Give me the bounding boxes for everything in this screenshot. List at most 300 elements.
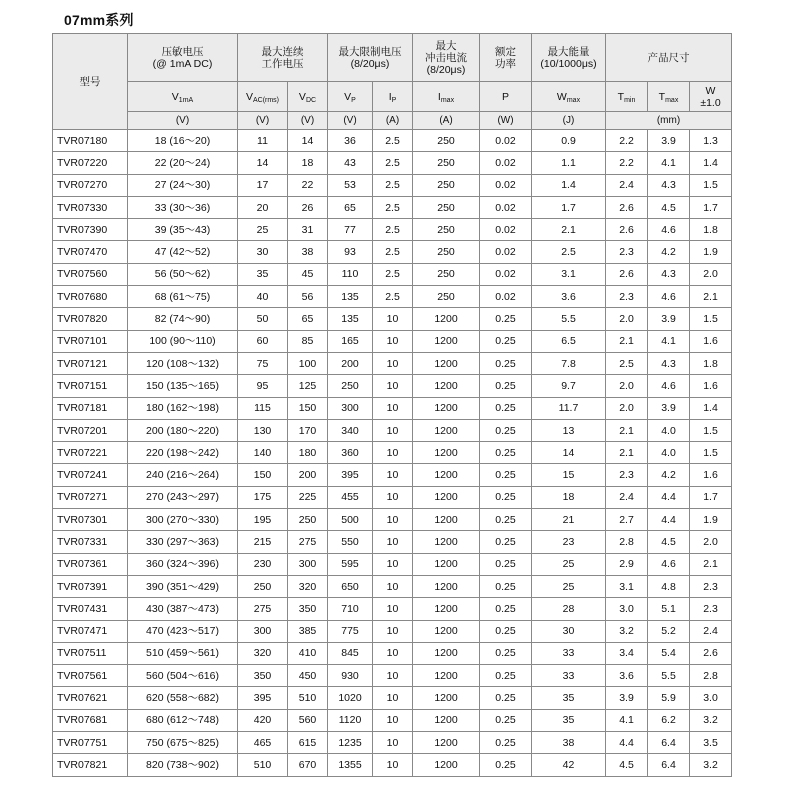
cell-varistor-voltage: 56 (50～62) (128, 263, 238, 285)
cell-ip: 10 (373, 553, 413, 575)
cell-model: TVR07101 (53, 330, 128, 352)
cell-vac: 150 (238, 464, 288, 486)
cell-vp: 250 (328, 375, 373, 397)
cell-vdc: 410 (288, 642, 328, 664)
cell-tmax: 4.5 (648, 196, 690, 218)
cell-varistor-voltage: 680 (612～748) (128, 709, 238, 731)
cell-energy: 1.1 (532, 152, 606, 174)
cell-power: 0.25 (480, 642, 532, 664)
cell-model: TVR07560 (53, 263, 128, 285)
cell-tmin: 2.6 (606, 263, 648, 285)
cell-varistor-voltage: 180 (162～198) (128, 397, 238, 419)
header-max-continuous-voltage: 最大连续 工作电压 (238, 34, 328, 82)
cell-model: TVR07330 (53, 196, 128, 218)
cell-width: 3.5 (690, 732, 732, 754)
cell-vp: 300 (328, 397, 373, 419)
table-row (53, 553, 732, 575)
cell-tmax: 4.5 (648, 531, 690, 553)
cell-power: 0.25 (480, 732, 532, 754)
cell-width: 3.0 (690, 687, 732, 709)
cell-vdc: 100 (288, 352, 328, 374)
cell-tmin: 3.4 (606, 642, 648, 664)
cell-tmax: 3.9 (648, 308, 690, 330)
table-row (53, 531, 732, 553)
cell-vdc: 250 (288, 509, 328, 531)
cell-energy: 11.7 (532, 397, 606, 419)
table-row (53, 754, 732, 776)
cell-width: 1.5 (690, 174, 732, 196)
cell-energy: 1.7 (532, 196, 606, 218)
cell-vac: 320 (238, 642, 288, 664)
cell-tmax: 5.2 (648, 620, 690, 642)
unit-vp: (V) (328, 112, 373, 130)
cell-tmin: 2.1 (606, 419, 648, 441)
cell-ip: 10 (373, 464, 413, 486)
cell-vac: 420 (238, 709, 288, 731)
cell-ip: 10 (373, 419, 413, 441)
cell-vac: 40 (238, 286, 288, 308)
cell-imax: 250 (413, 241, 480, 263)
cell-tmin: 4.1 (606, 709, 648, 731)
table-row (53, 665, 732, 687)
table-row (53, 219, 732, 241)
cell-tmin: 2.1 (606, 442, 648, 464)
header-row-groups (53, 34, 732, 82)
cell-tmax: 4.2 (648, 464, 690, 486)
cell-power: 0.02 (480, 152, 532, 174)
table-row (53, 152, 732, 174)
cell-vp: 65 (328, 196, 373, 218)
cell-vdc: 125 (288, 375, 328, 397)
cell-vac: 30 (238, 241, 288, 263)
cell-width: 1.6 (690, 375, 732, 397)
cell-vdc: 275 (288, 531, 328, 553)
cell-vp: 395 (328, 464, 373, 486)
cell-imax: 250 (413, 130, 480, 152)
cell-ip: 10 (373, 352, 413, 374)
table-row (53, 687, 732, 709)
cell-tmax: 3.9 (648, 397, 690, 419)
cell-width: 1.4 (690, 152, 732, 174)
cell-energy: 42 (532, 754, 606, 776)
cell-tmax: 3.9 (648, 130, 690, 152)
cell-power: 0.25 (480, 665, 532, 687)
cell-model: TVR07561 (53, 665, 128, 687)
cell-power: 0.25 (480, 575, 532, 597)
cell-tmax: 4.6 (648, 219, 690, 241)
cell-vp: 135 (328, 308, 373, 330)
cell-vdc: 14 (288, 130, 328, 152)
table-row (53, 732, 732, 754)
cell-tmax: 4.8 (648, 575, 690, 597)
cell-vac: 20 (238, 196, 288, 218)
cell-tmax: 4.2 (648, 241, 690, 263)
cell-ip: 2.5 (373, 219, 413, 241)
cell-ip: 10 (373, 442, 413, 464)
cell-power: 0.02 (480, 286, 532, 308)
cell-vdc: 200 (288, 464, 328, 486)
cell-varistor-voltage: 360 (324～396) (128, 553, 238, 575)
cell-tmin: 2.0 (606, 308, 648, 330)
cell-vac: 465 (238, 732, 288, 754)
table-row (53, 442, 732, 464)
cell-imax: 250 (413, 196, 480, 218)
cell-energy: 18 (532, 486, 606, 508)
cell-imax: 1200 (413, 709, 480, 731)
table-row (53, 174, 732, 196)
cell-width: 1.7 (690, 486, 732, 508)
cell-tmax: 5.4 (648, 642, 690, 664)
cell-model: TVR07680 (53, 286, 128, 308)
cell-energy: 33 (532, 665, 606, 687)
cell-power: 0.25 (480, 464, 532, 486)
cell-imax: 250 (413, 174, 480, 196)
table-row (53, 642, 732, 664)
cell-vdc: 300 (288, 553, 328, 575)
cell-vac: 95 (238, 375, 288, 397)
header-rated-power: 额定 功率 (480, 34, 532, 82)
cell-energy: 5.5 (532, 308, 606, 330)
cell-width: 2.4 (690, 620, 732, 642)
header-model: 型号 (53, 34, 128, 130)
cell-model: TVR07271 (53, 486, 128, 508)
symbol-ip: $I_P$ (373, 82, 413, 112)
cell-tmin: 2.1 (606, 330, 648, 352)
cell-tmin: 2.6 (606, 219, 648, 241)
cell-tmax: 4.0 (648, 419, 690, 441)
cell-varistor-voltage: 82 (74～90) (128, 308, 238, 330)
cell-model: TVR07470 (53, 241, 128, 263)
cell-vac: 11 (238, 130, 288, 152)
cell-power: 0.02 (480, 219, 532, 241)
cell-imax: 1200 (413, 397, 480, 419)
cell-vdc: 510 (288, 687, 328, 709)
cell-vdc: 170 (288, 419, 328, 441)
cell-tmax: 4.6 (648, 286, 690, 308)
cell-tmax: 4.4 (648, 509, 690, 531)
cell-vp: 1020 (328, 687, 373, 709)
symbol-p: P (480, 82, 532, 112)
cell-tmin: 2.3 (606, 464, 648, 486)
cell-vp: 775 (328, 620, 373, 642)
cell-varistor-voltage: 510 (459～561) (128, 642, 238, 664)
cell-energy: 14 (532, 442, 606, 464)
cell-tmin: 2.3 (606, 286, 648, 308)
cell-power: 0.25 (480, 509, 532, 531)
cell-ip: 10 (373, 709, 413, 731)
cell-vp: 1355 (328, 754, 373, 776)
cell-imax: 250 (413, 286, 480, 308)
cell-energy: 6.5 (532, 330, 606, 352)
cell-vac: 14 (238, 152, 288, 174)
cell-varistor-voltage: 750 (675～825) (128, 732, 238, 754)
cell-width: 2.3 (690, 575, 732, 597)
cell-vp: 53 (328, 174, 373, 196)
cell-width: 1.3 (690, 130, 732, 152)
cell-vac: 50 (238, 308, 288, 330)
cell-vp: 1120 (328, 709, 373, 731)
cell-ip: 10 (373, 687, 413, 709)
cell-tmin: 2.2 (606, 130, 648, 152)
cell-power: 0.25 (480, 553, 532, 575)
cell-vp: 1235 (328, 732, 373, 754)
cell-vp: 135 (328, 286, 373, 308)
cell-energy: 9.7 (532, 375, 606, 397)
cell-imax: 1200 (413, 531, 480, 553)
cell-vdc: 22 (288, 174, 328, 196)
cell-imax: 1200 (413, 665, 480, 687)
cell-energy: 0.9 (532, 130, 606, 152)
cell-model: TVR07361 (53, 553, 128, 575)
cell-power: 0.25 (480, 754, 532, 776)
cell-width: 2.8 (690, 665, 732, 687)
cell-energy: 25 (532, 553, 606, 575)
cell-vac: 250 (238, 575, 288, 597)
cell-vdc: 65 (288, 308, 328, 330)
cell-power: 0.02 (480, 130, 532, 152)
cell-energy: 1.4 (532, 174, 606, 196)
cell-imax: 1200 (413, 330, 480, 352)
cell-vp: 340 (328, 419, 373, 441)
header-max-surge-current: 最大 冲击电流 (8/20μs) (413, 34, 480, 82)
cell-varistor-voltage: 430 (387～473) (128, 598, 238, 620)
cell-imax: 1200 (413, 575, 480, 597)
cell-power: 0.25 (480, 709, 532, 731)
cell-vdc: 225 (288, 486, 328, 508)
cell-width: 2.6 (690, 642, 732, 664)
cell-tmin: 2.2 (606, 152, 648, 174)
cell-vp: 595 (328, 553, 373, 575)
cell-power: 0.25 (480, 419, 532, 441)
symbol-vdc: $V_{DC}$ (288, 82, 328, 112)
cell-width: 1.8 (690, 352, 732, 374)
cell-tmax: 5.1 (648, 598, 690, 620)
cell-varistor-voltage: 68 (61～75) (128, 286, 238, 308)
cell-ip: 2.5 (373, 286, 413, 308)
cell-model: TVR07121 (53, 352, 128, 374)
cell-vac: 75 (238, 352, 288, 374)
cell-imax: 1200 (413, 308, 480, 330)
cell-width: 2.0 (690, 531, 732, 553)
table-row (53, 464, 732, 486)
symbol-tmax: $T_{max}$ (648, 82, 690, 112)
cell-ip: 2.5 (373, 241, 413, 263)
cell-vac: 350 (238, 665, 288, 687)
cell-vac: 195 (238, 509, 288, 531)
cell-width: 2.1 (690, 553, 732, 575)
cell-tmin: 3.2 (606, 620, 648, 642)
cell-tmax: 4.3 (648, 174, 690, 196)
cell-model: TVR07151 (53, 375, 128, 397)
symbol-tmin: $T_{min}$ (606, 82, 648, 112)
cell-varistor-voltage: 22 (20～24) (128, 152, 238, 174)
cell-width: 2.1 (690, 286, 732, 308)
cell-tmin: 2.9 (606, 553, 648, 575)
cell-vac: 115 (238, 397, 288, 419)
cell-imax: 1200 (413, 553, 480, 575)
cell-varistor-voltage: 220 (198～242) (128, 442, 238, 464)
cell-varistor-voltage: 200 (180～220) (128, 419, 238, 441)
cell-tmin: 2.7 (606, 509, 648, 531)
cell-vdc: 450 (288, 665, 328, 687)
cell-width: 1.7 (690, 196, 732, 218)
cell-tmin: 3.9 (606, 687, 648, 709)
cell-vp: 455 (328, 486, 373, 508)
cell-varistor-voltage: 33 (30～36) (128, 196, 238, 218)
cell-model: TVR07820 (53, 308, 128, 330)
cell-width: 1.6 (690, 464, 732, 486)
cell-tmax: 4.0 (648, 442, 690, 464)
cell-varistor-voltage: 150 (135～165) (128, 375, 238, 397)
cell-energy: 28 (532, 598, 606, 620)
unit-vac: (V) (238, 112, 288, 130)
cell-vac: 230 (238, 553, 288, 575)
cell-varistor-voltage: 470 (423～517) (128, 620, 238, 642)
cell-energy: 13 (532, 419, 606, 441)
cell-tmax: 4.3 (648, 263, 690, 285)
cell-imax: 1200 (413, 442, 480, 464)
cell-imax: 1200 (413, 419, 480, 441)
cell-vp: 710 (328, 598, 373, 620)
cell-vp: 77 (328, 219, 373, 241)
cell-varistor-voltage: 120 (108～132) (128, 352, 238, 374)
cell-imax: 250 (413, 219, 480, 241)
cell-ip: 10 (373, 375, 413, 397)
cell-vp: 550 (328, 531, 373, 553)
cell-tmax: 4.4 (648, 486, 690, 508)
symbol-vac: $V_{AC(rms)}$ (238, 82, 288, 112)
cell-vdc: 31 (288, 219, 328, 241)
cell-ip: 10 (373, 531, 413, 553)
cell-model: TVR07391 (53, 575, 128, 597)
header-max-clamping-voltage: 最大限制电压 (8/20μs) (328, 34, 413, 82)
cell-imax: 250 (413, 263, 480, 285)
cell-vdc: 350 (288, 598, 328, 620)
table-row (53, 196, 732, 218)
cell-vdc: 560 (288, 709, 328, 731)
cell-power: 0.25 (480, 375, 532, 397)
cell-varistor-voltage: 18 (16～20) (128, 130, 238, 152)
cell-vac: 140 (238, 442, 288, 464)
cell-imax: 1200 (413, 598, 480, 620)
cell-width: 2.3 (690, 598, 732, 620)
cell-vp: 200 (328, 352, 373, 374)
cell-vac: 130 (238, 419, 288, 441)
cell-ip: 10 (373, 308, 413, 330)
header-row-units (53, 112, 732, 130)
cell-model: TVR07390 (53, 219, 128, 241)
cell-model: TVR07751 (53, 732, 128, 754)
header-max-energy: 最大能量 (10/1000μs) (532, 34, 606, 82)
cell-model: TVR07681 (53, 709, 128, 731)
cell-vac: 300 (238, 620, 288, 642)
cell-energy: 25 (532, 575, 606, 597)
cell-tmin: 2.4 (606, 486, 648, 508)
cell-vp: 930 (328, 665, 373, 687)
cell-vdc: 18 (288, 152, 328, 174)
cell-tmax: 4.1 (648, 152, 690, 174)
cell-vdc: 85 (288, 330, 328, 352)
cell-power: 0.25 (480, 531, 532, 553)
cell-vp: 43 (328, 152, 373, 174)
cell-energy: 35 (532, 709, 606, 731)
cell-varistor-voltage: 300 (270～330) (128, 509, 238, 531)
cell-vdc: 38 (288, 241, 328, 263)
table-row (53, 419, 732, 441)
cell-width: 1.8 (690, 219, 732, 241)
cell-ip: 10 (373, 486, 413, 508)
cell-vdc: 56 (288, 286, 328, 308)
cell-vac: 17 (238, 174, 288, 196)
unit-v1ma: (V) (128, 112, 238, 130)
cell-tmin: 4.4 (606, 732, 648, 754)
symbol-wmax: $W_{max}$ (532, 82, 606, 112)
cell-tmin: 2.0 (606, 397, 648, 419)
cell-imax: 1200 (413, 620, 480, 642)
cell-energy: 30 (532, 620, 606, 642)
cell-vdc: 26 (288, 196, 328, 218)
cell-varistor-voltage: 39 (35～43) (128, 219, 238, 241)
cell-imax: 1200 (413, 687, 480, 709)
symbol-v1ma: $V_{1mA}$ (128, 82, 238, 112)
cell-model: TVR07220 (53, 152, 128, 174)
cell-vp: 93 (328, 241, 373, 263)
table-row (53, 308, 732, 330)
cell-width: 1.5 (690, 308, 732, 330)
cell-vdc: 180 (288, 442, 328, 464)
cell-imax: 1200 (413, 732, 480, 754)
cell-width: 1.9 (690, 241, 732, 263)
cell-model: TVR07241 (53, 464, 128, 486)
cell-model: TVR07511 (53, 642, 128, 664)
cell-varistor-voltage: 820 (738～902) (128, 754, 238, 776)
cell-width: 1.4 (690, 397, 732, 419)
cell-power: 0.25 (480, 620, 532, 642)
table-row (53, 620, 732, 642)
symbol-vp: $V_P$ (328, 82, 373, 112)
cell-width: 2.0 (690, 263, 732, 285)
cell-model: TVR07821 (53, 754, 128, 776)
cell-ip: 10 (373, 665, 413, 687)
cell-power: 0.25 (480, 352, 532, 374)
symbol-imax: $I_{max}$ (413, 82, 480, 112)
cell-vdc: 670 (288, 754, 328, 776)
cell-energy: 7.8 (532, 352, 606, 374)
cell-model: TVR07621 (53, 687, 128, 709)
cell-vac: 35 (238, 263, 288, 285)
cell-energy: 23 (532, 531, 606, 553)
cell-vp: 500 (328, 509, 373, 531)
cell-imax: 1200 (413, 754, 480, 776)
unit-wmax: (J) (532, 112, 606, 130)
cell-imax: 1200 (413, 464, 480, 486)
cell-vp: 110 (328, 263, 373, 285)
cell-width: 1.5 (690, 442, 732, 464)
cell-model: TVR07221 (53, 442, 128, 464)
table-row (53, 509, 732, 531)
cell-tmax: 4.6 (648, 553, 690, 575)
cell-model: TVR07180 (53, 130, 128, 152)
cell-width: 3.2 (690, 709, 732, 731)
table-header (53, 34, 732, 130)
cell-tmin: 2.8 (606, 531, 648, 553)
cell-model: TVR07471 (53, 620, 128, 642)
cell-vdc: 615 (288, 732, 328, 754)
cell-vp: 360 (328, 442, 373, 464)
cell-tmin: 2.3 (606, 241, 648, 263)
cell-tmax: 6.4 (648, 732, 690, 754)
cell-vp: 165 (328, 330, 373, 352)
